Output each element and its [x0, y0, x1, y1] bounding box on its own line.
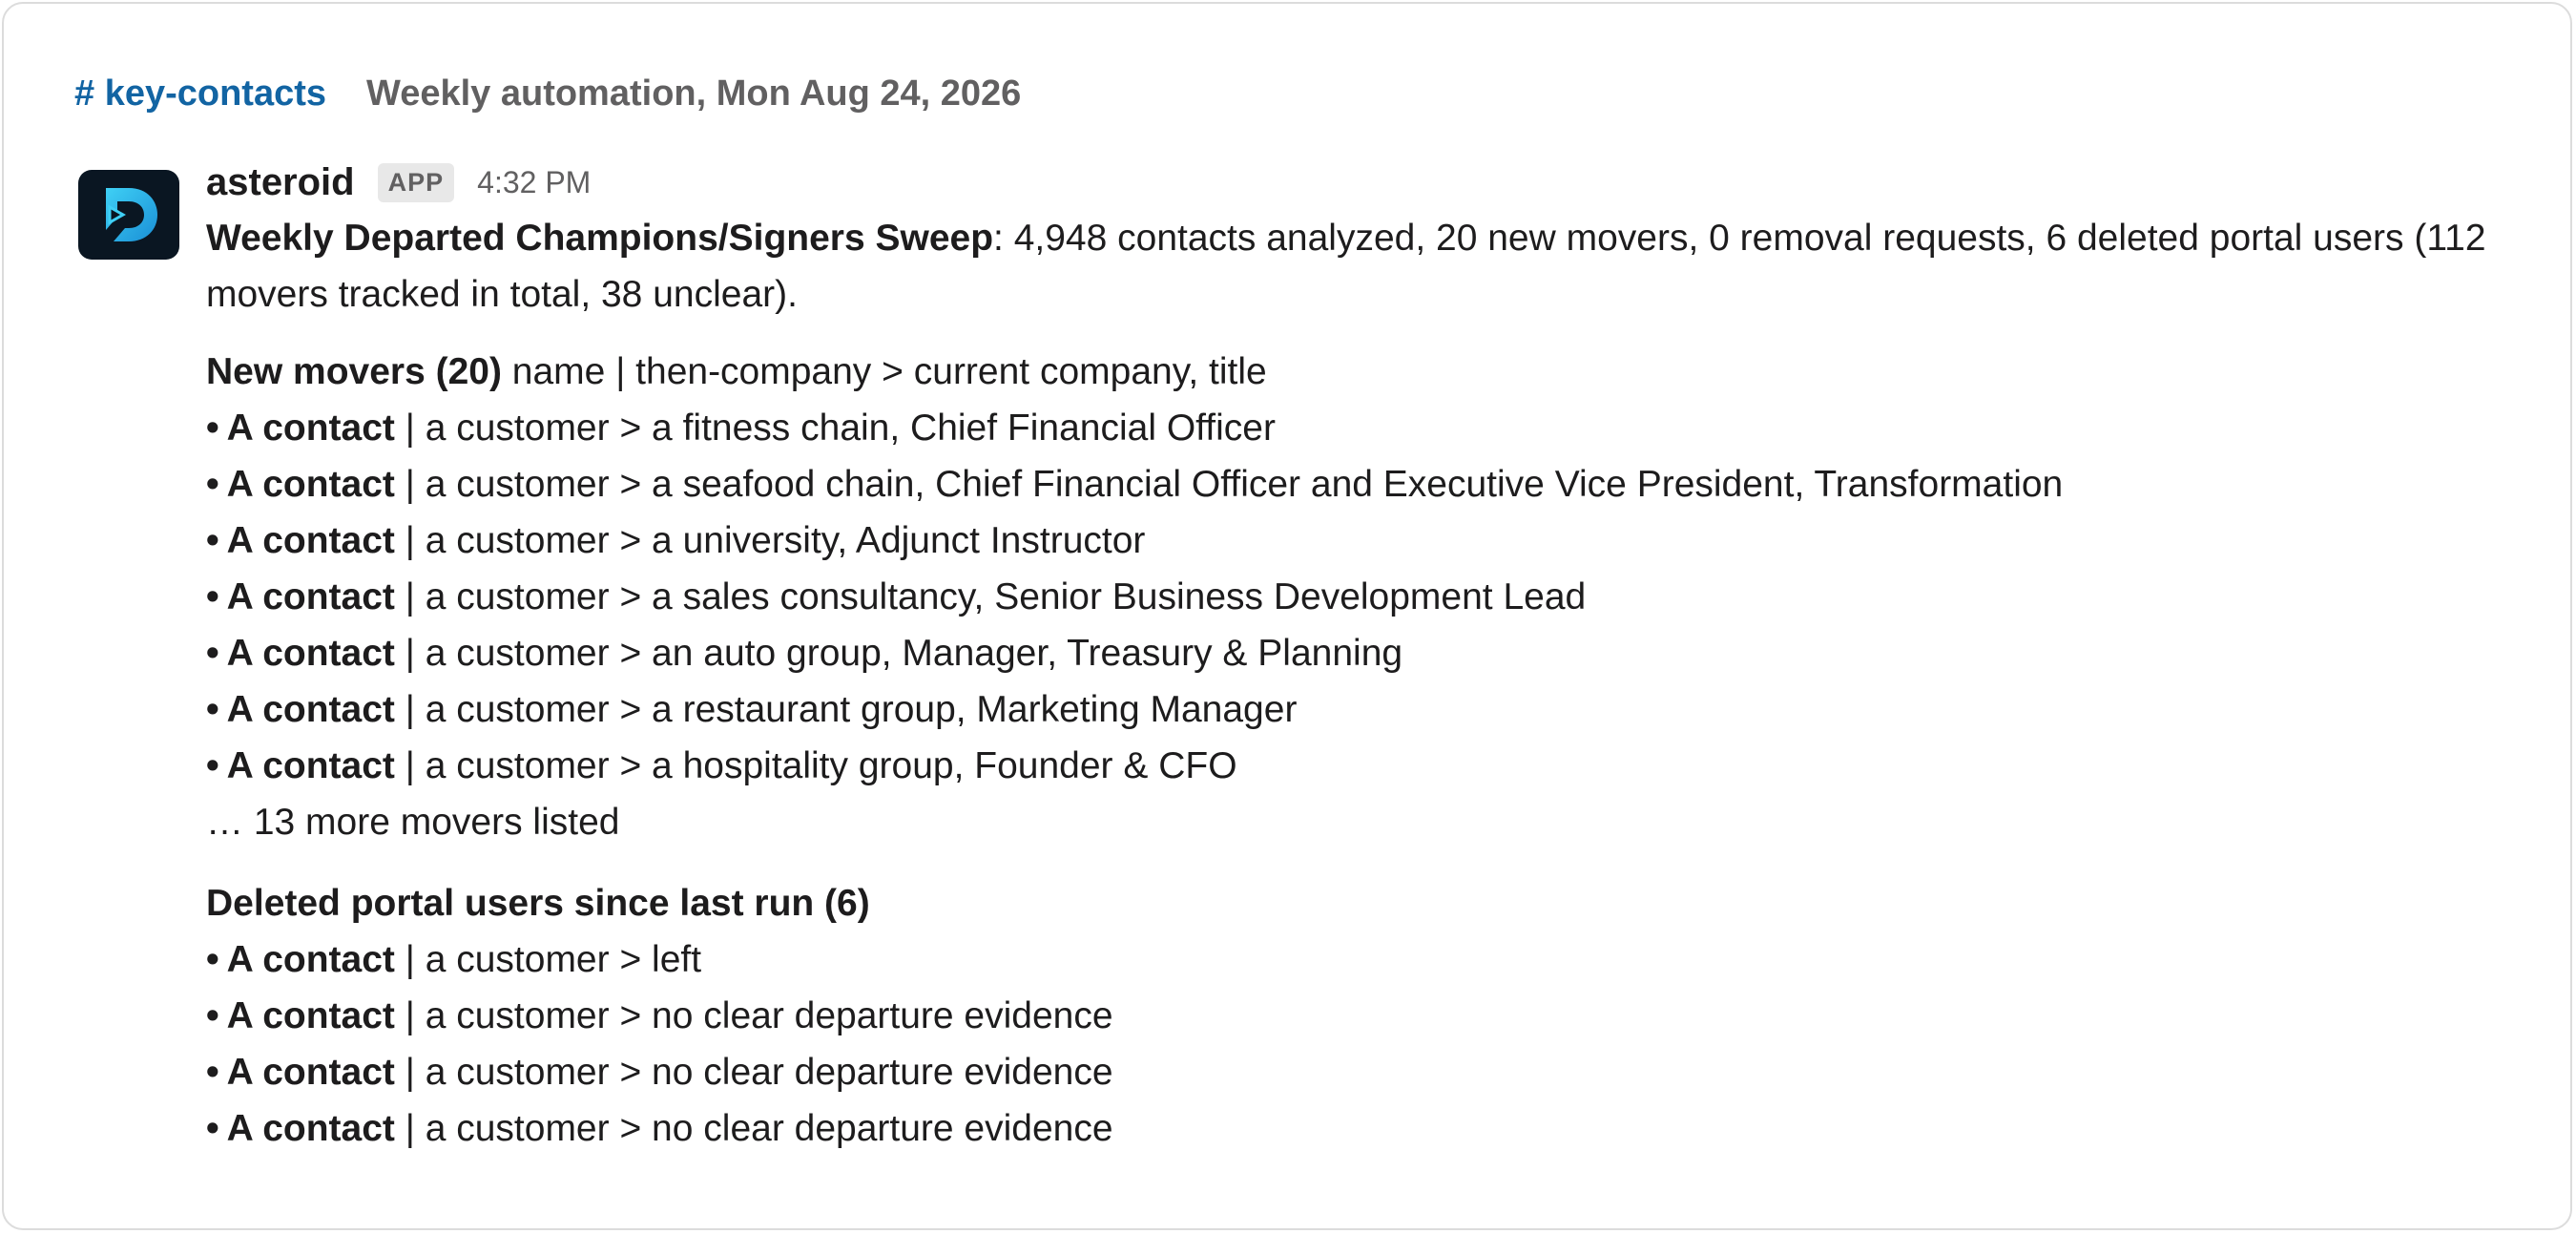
list-item — [206, 512, 2534, 569]
bullet: • — [206, 939, 219, 980]
contact-name: A contact — [226, 633, 395, 674]
contact-name: A contact — [226, 408, 395, 449]
summary-paragraph — [206, 210, 2534, 323]
list-item — [206, 1100, 2534, 1157]
message-timestamp[interactable]: 4:32 PM — [477, 164, 592, 199]
bullet: • — [206, 1052, 219, 1093]
contact-detail: | a customer > a fitness chain, Chief Financial Officer — [394, 408, 1276, 449]
contact-name: A contact — [226, 939, 395, 980]
sender-name[interactable]: asteroid — [206, 160, 355, 203]
contact-name: A contact — [226, 995, 395, 1036]
list-item — [206, 456, 2534, 512]
bullet: • — [206, 995, 219, 1036]
contact-name: A contact — [226, 520, 395, 561]
contact-detail: | a customer > a university, Adjunct Instructor — [394, 520, 1146, 561]
bullet: • — [206, 576, 219, 617]
contact-detail: | a customer > a sales consultancy, Senior Business Development Lead — [394, 576, 1587, 617]
message — [206, 157, 2534, 1157]
contact-detail: | a customer > no clear departure evidence — [394, 995, 1113, 1036]
list-item — [206, 681, 2534, 738]
new-movers-section — [206, 344, 2534, 850]
channel-link[interactable]: # key-contacts — [74, 73, 327, 114]
contact-detail: | a customer > an auto group, Manager, Treasury & Planning — [394, 633, 1403, 674]
contact-name: A contact — [226, 745, 395, 786]
contact-name: A contact — [226, 464, 395, 505]
bullet: • — [206, 745, 219, 786]
app-badge: APP — [378, 163, 455, 202]
summary-line-1 — [206, 210, 2534, 266]
summary-title: Weekly Departed Champions/Signers Sweep — [206, 218, 994, 259]
summary-text-2: movers tracked in total, 38 unclear). — [206, 274, 798, 315]
summary-line-2 — [206, 266, 2534, 323]
contact-name: A contact — [226, 1108, 395, 1149]
bullet: • — [206, 408, 219, 449]
list-item — [206, 1044, 2534, 1100]
bullet: • — [206, 633, 219, 674]
new-movers-legend: name | then-company > current company, title — [501, 351, 1267, 392]
contact-detail: | a customer > a restaurant group, Marketing Manager — [394, 689, 1298, 730]
channel-header — [74, 67, 1021, 120]
new-movers-heading: New movers (20) — [206, 351, 502, 392]
contact-name: A contact — [226, 1052, 395, 1093]
more-movers-note: … 13 more movers listed — [206, 802, 620, 843]
deleted-users-heading: Deleted portal users since last run (6) — [206, 883, 870, 924]
deleted-users-section — [206, 875, 2534, 1157]
summary-text-1: : 4,948 contacts analyzed, 20 new movers, 0 removal requests, 6 deleted portal users (112 — [993, 218, 2486, 259]
new-movers-heading-line — [206, 344, 2534, 400]
list-item — [206, 400, 2534, 456]
contact-detail: | a customer > left — [394, 939, 702, 980]
contact-detail: | a customer > a seafood chain, Chief Financial Officer and Executive Vice President, Transformation — [394, 464, 2064, 505]
message-meta — [206, 157, 2534, 208]
contact-name: A contact — [226, 689, 395, 730]
contact-name: A contact — [226, 576, 395, 617]
contact-detail: | a customer > no clear departure evidence — [394, 1108, 1113, 1149]
list-item — [206, 988, 2534, 1044]
list-item — [206, 931, 2534, 988]
bullet: • — [206, 1108, 219, 1149]
list-item — [206, 625, 2534, 681]
contact-detail: | a customer > no clear departure evidence — [394, 1052, 1113, 1093]
automation-title: Weekly automation, Mon Aug 24, 2026 — [366, 73, 1022, 114]
contact-detail: | a customer > a hospitality group, Founder & CFO — [394, 745, 1237, 786]
bullet: • — [206, 520, 219, 561]
message-card — [2, 2, 2572, 1230]
bullet: • — [206, 464, 219, 505]
asteroid-logo-svg — [85, 175, 173, 255]
asteroid-logo-icon[interactable] — [78, 170, 179, 260]
list-item — [206, 738, 2534, 794]
deleted-users-heading-line — [206, 875, 2534, 931]
bullet: • — [206, 689, 219, 730]
list-item — [206, 569, 2534, 625]
